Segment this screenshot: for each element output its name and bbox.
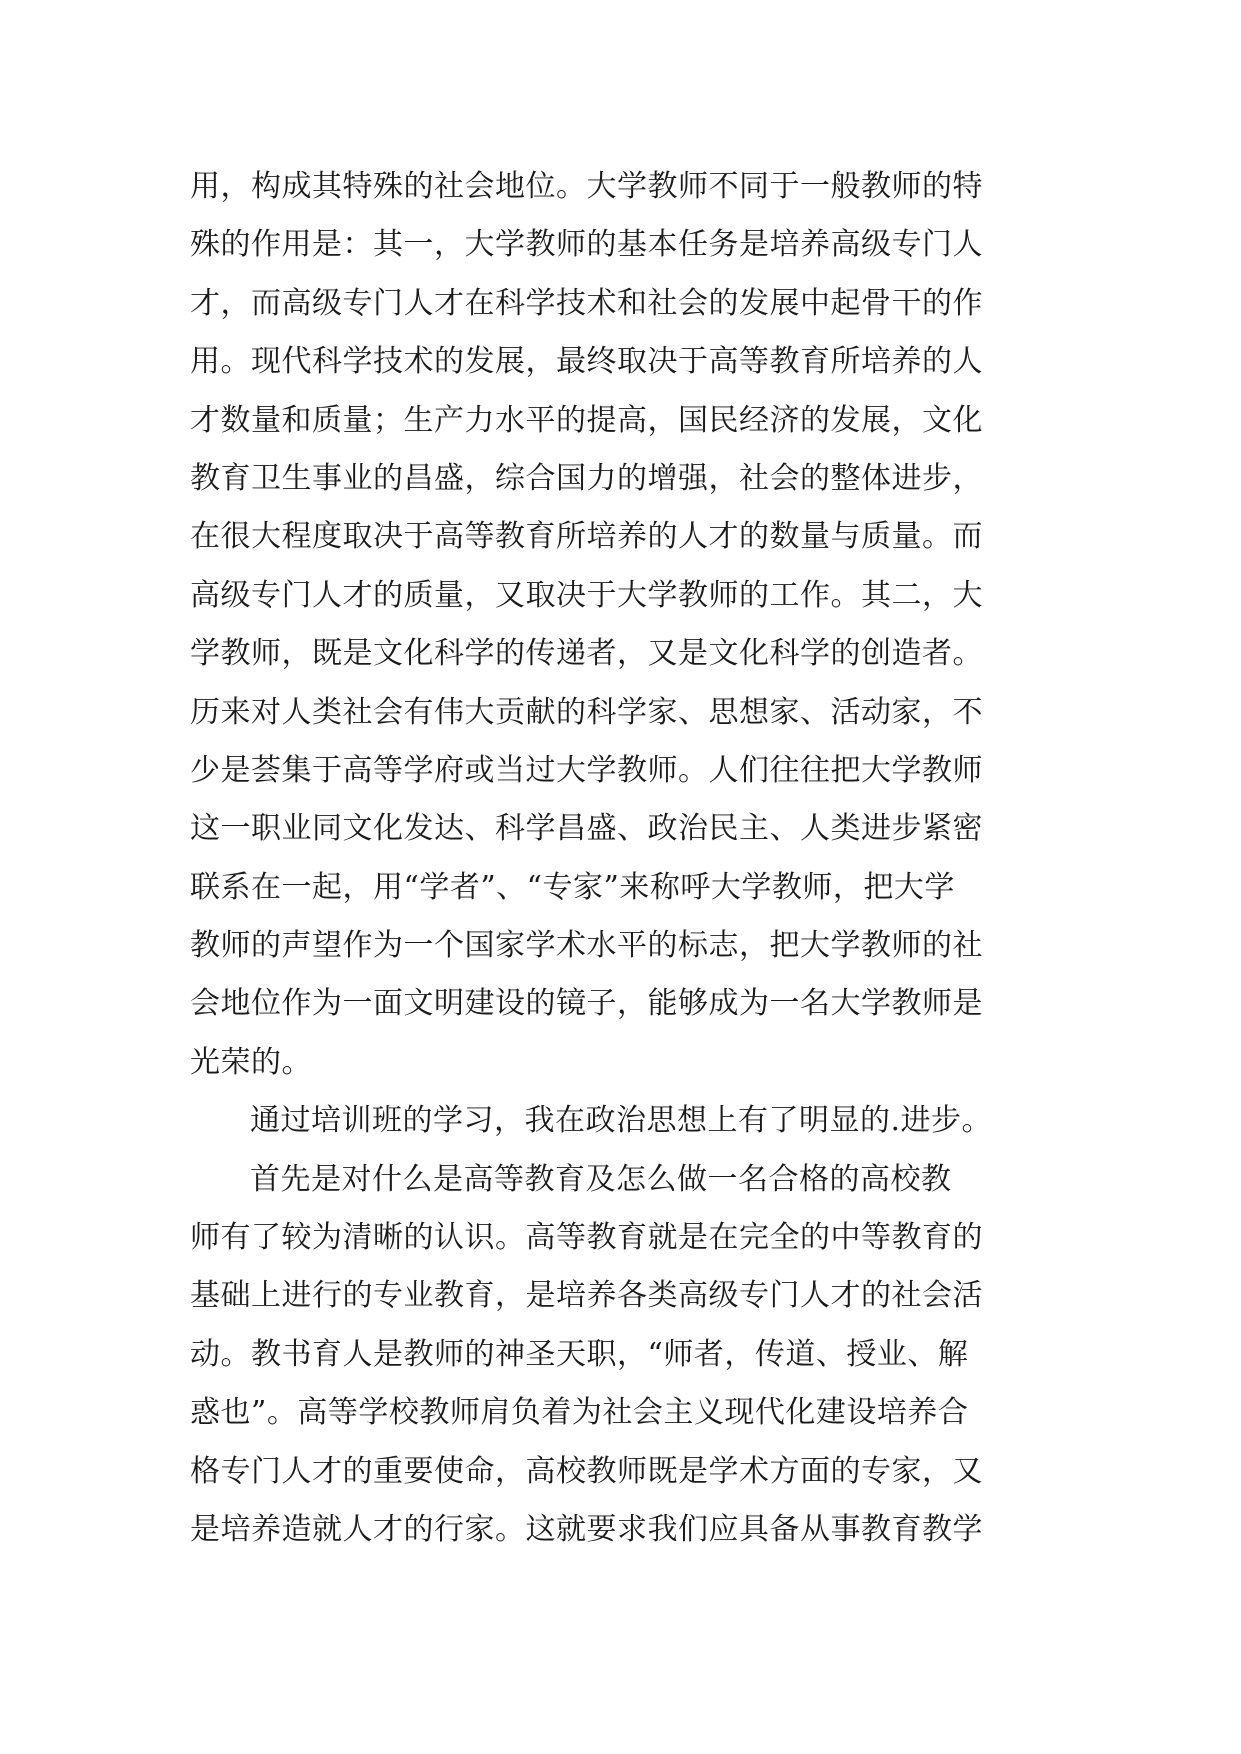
text-line: 会地位作为一面文明建设的镜子，能够成为一名大学教师是 [190, 986, 983, 1022]
body-text [190, 158, 1070, 1559]
text-line: 是培养造就人才的行家。这就要求我们应具备从事教育教学 [190, 1511, 983, 1547]
text-line: 通过培训班的学习，我在政治思想上有了明显的.进步。 [250, 1103, 993, 1139]
text-line: 少是荟集于高等学府或当过大学教师。人们往往把大学教师 [190, 752, 983, 788]
text-line: 光荣的。 [190, 1044, 312, 1080]
text-line: 才数量和质量；生产力水平的提高，国民经济的发展，文化 [190, 402, 983, 438]
text-line: 基础上进行的专业教育，是培养各类高级专门人才的社会活 [190, 1278, 983, 1314]
text-line: 格专门人才的重要使命，高校教师既是学术方面的专家，又 [190, 1453, 983, 1489]
text-line: 动。教书育人是教师的神圣天职，“师者，传道、授业、解 [190, 1336, 969, 1372]
text-line: 历来对人类社会有伟大贡献的科学家、思想家、活动家，不 [190, 694, 983, 730]
text-line: 殊的作用是：其一，大学教师的基本任务是培养高级专门人 [190, 227, 983, 263]
text-line: 教师的声望作为一个国家学术水平的标志，把大学教师的社 [190, 928, 983, 964]
text-line: 用，构成其特殊的社会地位。大学教师不同于一般教师的特 [190, 169, 983, 204]
text-line: 学教师，既是文化科学的传递者，又是文化科学的创造者。 [190, 636, 983, 672]
text-line: 高级专门人才的质量，又取决于大学教师的工作。其二，大 [190, 577, 983, 613]
text-line: 首先是对什么是高等教育及怎么做一名合格的高校教 [250, 1161, 952, 1197]
text-line: 联系在一起，用“学者”、“专家”来称呼大学教师，把大学 [190, 869, 955, 905]
text-line: 教育卫生事业的昌盛，综合国力的增强，社会的整体进步， [190, 460, 983, 496]
text-line: 才，而高级专门人才在科学技术和社会的发展中起骨干的作 [190, 285, 983, 321]
text-line: 这一职业同文化发达、科学昌盛、政治民主、人类进步紧密 [190, 811, 983, 847]
text-line: 惑也”。高等学校教师肩负着为社会主义现代化建设培养合 [190, 1395, 969, 1431]
text-line: 在很大程度取决于高等教育所培养的人才的数量与质量。而 [190, 519, 983, 555]
text-line: 师有了较为清晰的认识。高等教育就是在完全的中等教育的 [190, 1220, 983, 1256]
text-line: 用。现代科学技术的发展，最终取决于高等教育所培养的人 [190, 344, 983, 380]
